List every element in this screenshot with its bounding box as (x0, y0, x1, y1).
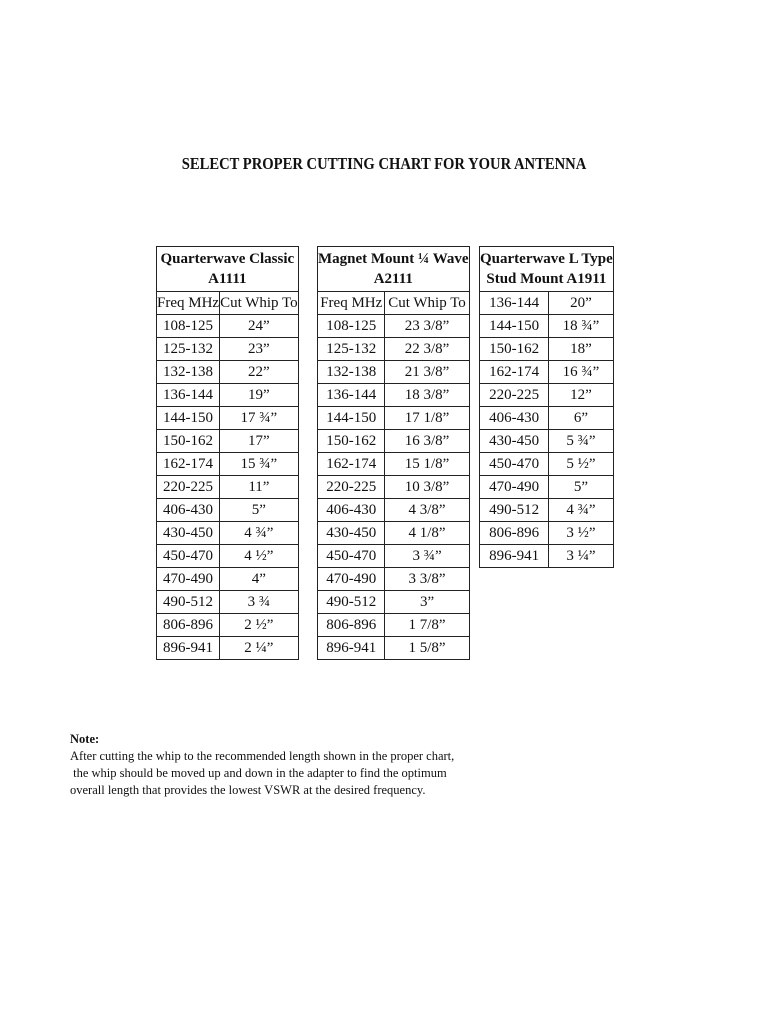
freq-cell: 490-512 (157, 591, 220, 614)
table-row (157, 499, 299, 522)
freq-cell: 150-162 (318, 430, 385, 453)
cut-length-cell: 4” (220, 568, 299, 591)
cut-length-cell: 11” (220, 476, 299, 499)
freq-cell: 450-470 (480, 453, 549, 476)
table-row (157, 453, 299, 476)
table-body (157, 315, 299, 660)
cut-length-cell: 2 ¼” (220, 637, 299, 660)
table-row (318, 453, 470, 476)
cut-length-cell: 4 ½” (220, 545, 299, 568)
cutting-chart-quarterwave-classic (156, 246, 299, 660)
freq-cell: 220-225 (480, 384, 549, 407)
table-heading (318, 247, 470, 292)
table-row (480, 292, 614, 315)
cut-length-cell: 1 7/8” (385, 614, 469, 637)
freq-cell: 806-896 (318, 614, 385, 637)
cut-length-cell: 12” (549, 384, 614, 407)
note-line: After cutting the whip to the recommended length shown in the proper chart, (70, 749, 455, 763)
table-row (157, 614, 299, 637)
cut-length-cell: 5 ½” (549, 453, 614, 476)
table-row (480, 384, 614, 407)
freq-cell: 470-490 (318, 568, 385, 591)
cut-length-cell: 4 1/8” (385, 522, 469, 545)
table-row (480, 522, 614, 545)
freq-cell: 220-225 (157, 476, 220, 499)
table-row (318, 361, 470, 384)
table-row (480, 430, 614, 453)
freq-cell: 896-941 (157, 637, 220, 660)
freq-cell: 490-512 (318, 591, 385, 614)
table-heading-line2: Stud Mount A1911 (486, 271, 607, 287)
cut-length-cell: 5” (220, 499, 299, 522)
note-line: the whip should be moved up and down in the adapter to find the optimum (70, 766, 447, 780)
freq-cell: 162-174 (157, 453, 220, 476)
cut-length-cell: 3 3/8” (385, 568, 469, 591)
column-header-cut: Cut Whip To (385, 292, 469, 315)
table-row (480, 361, 614, 384)
note-label: Note: (70, 732, 100, 746)
freq-cell: 806-896 (480, 522, 549, 545)
table-row (157, 522, 299, 545)
cut-length-cell: 18 3/8” (385, 384, 469, 407)
freq-cell: 220-225 (318, 476, 385, 499)
freq-cell: 430-450 (157, 522, 220, 545)
cut-length-cell: 3 ¾ (220, 591, 299, 614)
table-row (318, 476, 470, 499)
table-row (480, 499, 614, 522)
freq-cell: 144-150 (318, 407, 385, 430)
cut-length-cell: 6” (549, 407, 614, 430)
table-row (318, 614, 470, 637)
cutting-chart-l-type-stud-mount (479, 246, 614, 568)
cut-length-cell: 4 ¾” (549, 499, 614, 522)
cut-length-cell: 24” (220, 315, 299, 338)
cut-length-cell: 3” (385, 591, 469, 614)
cut-length-cell: 17 1/8” (385, 407, 469, 430)
table-heading-line1: Quarterwave L Type (480, 251, 613, 267)
freq-cell: 162-174 (318, 453, 385, 476)
freq-cell: 132-138 (318, 361, 385, 384)
table-row (318, 384, 470, 407)
freq-cell: 450-470 (318, 545, 385, 568)
cut-length-cell: 3 ½” (549, 522, 614, 545)
table-row (480, 545, 614, 568)
freq-cell: 470-490 (480, 476, 549, 499)
freq-cell: 430-450 (480, 430, 549, 453)
table-heading-line2: A2111 (373, 271, 413, 287)
cut-length-cell: 19” (220, 384, 299, 407)
table-heading-line1: Magnet Mount ¼ Wave (318, 251, 469, 267)
table-row (318, 637, 470, 660)
cut-length-cell: 23 3/8” (385, 315, 469, 338)
table-row (318, 591, 470, 614)
cut-length-cell: 15 1/8” (385, 453, 469, 476)
freq-cell: 136-144 (157, 384, 220, 407)
table-heading (480, 247, 614, 292)
column-header-cut: Cut Whip To (220, 292, 299, 315)
cut-length-cell: 3 ¾” (385, 545, 469, 568)
table-heading-line2: A1111 (208, 271, 247, 287)
table-body (480, 292, 614, 568)
table-row (157, 591, 299, 614)
freq-cell: 144-150 (480, 315, 549, 338)
table-row (157, 315, 299, 338)
freq-cell: 896-941 (318, 637, 385, 660)
table-row (318, 499, 470, 522)
table-row (157, 430, 299, 453)
cut-length-cell: 10 3/8” (385, 476, 469, 499)
table-row (318, 430, 470, 453)
column-header-freq: Freq MHz (318, 292, 385, 315)
cut-length-cell: 4 ¾” (220, 522, 299, 545)
cut-length-cell: 17” (220, 430, 299, 453)
table-body (318, 315, 470, 660)
cut-length-cell: 3 ¼” (549, 545, 614, 568)
table-row (480, 453, 614, 476)
table-row (157, 568, 299, 591)
cut-length-cell: 1 5/8” (385, 637, 469, 660)
freq-cell: 470-490 (157, 568, 220, 591)
table-row (157, 637, 299, 660)
freq-cell: 136-144 (480, 292, 549, 315)
cut-length-cell: 16 3/8” (385, 430, 469, 453)
cut-length-cell: 18” (549, 338, 614, 361)
table-row (157, 407, 299, 430)
cut-length-cell: 20” (549, 292, 614, 315)
cut-length-cell: 4 3/8” (385, 499, 469, 522)
table-row (157, 384, 299, 407)
freq-cell: 125-132 (157, 338, 220, 361)
cut-length-cell: 22 3/8” (385, 338, 469, 361)
cut-length-cell: 5 ¾” (549, 430, 614, 453)
note-line: overall length that provides the lowest VSWR at the desired frequency. (70, 783, 426, 797)
table-heading (157, 247, 299, 292)
freq-cell: 406-430 (157, 499, 220, 522)
page-title: SELECT PROPER CUTTING CHART FOR YOUR ANTENNA (181, 154, 587, 173)
freq-cell: 108-125 (318, 315, 385, 338)
column-header-freq: Freq MHz (157, 292, 220, 315)
freq-cell: 450-470 (157, 545, 220, 568)
table-row (318, 407, 470, 430)
freq-cell: 490-512 (480, 499, 549, 522)
note-block (70, 731, 454, 799)
freq-cell: 136-144 (318, 384, 385, 407)
table-row (157, 338, 299, 361)
table-row (480, 315, 614, 338)
cut-length-cell: 5” (549, 476, 614, 499)
freq-cell: 162-174 (480, 361, 549, 384)
table-row (157, 361, 299, 384)
table-heading-line1: Quarterwave Classic (160, 251, 295, 267)
table-row (480, 407, 614, 430)
freq-cell: 406-430 (480, 407, 549, 430)
freq-cell: 150-162 (157, 430, 220, 453)
table-row (318, 568, 470, 591)
table-row (318, 315, 470, 338)
cutting-chart-magnet-mount (317, 246, 470, 660)
cut-length-cell: 22” (220, 361, 299, 384)
freq-cell: 125-132 (318, 338, 385, 361)
cut-length-cell: 23” (220, 338, 299, 361)
freq-cell: 896-941 (480, 545, 549, 568)
freq-cell: 150-162 (480, 338, 549, 361)
table-row (318, 338, 470, 361)
cut-length-cell: 16 ¾” (549, 361, 614, 384)
table-row (157, 476, 299, 499)
freq-cell: 406-430 (318, 499, 385, 522)
cut-length-cell: 18 ¾” (549, 315, 614, 338)
freq-cell: 806-896 (157, 614, 220, 637)
table-row (480, 338, 614, 361)
freq-cell: 144-150 (157, 407, 220, 430)
table-row (480, 476, 614, 499)
cut-length-cell: 15 ¾” (220, 453, 299, 476)
cut-length-cell: 21 3/8” (385, 361, 469, 384)
cut-length-cell: 17 ¾” (220, 407, 299, 430)
cut-length-cell: 2 ½” (220, 614, 299, 637)
freq-cell: 430-450 (318, 522, 385, 545)
freq-cell: 108-125 (157, 315, 220, 338)
freq-cell: 132-138 (157, 361, 220, 384)
table-row (318, 545, 470, 568)
table-row (157, 545, 299, 568)
table-row (318, 522, 470, 545)
